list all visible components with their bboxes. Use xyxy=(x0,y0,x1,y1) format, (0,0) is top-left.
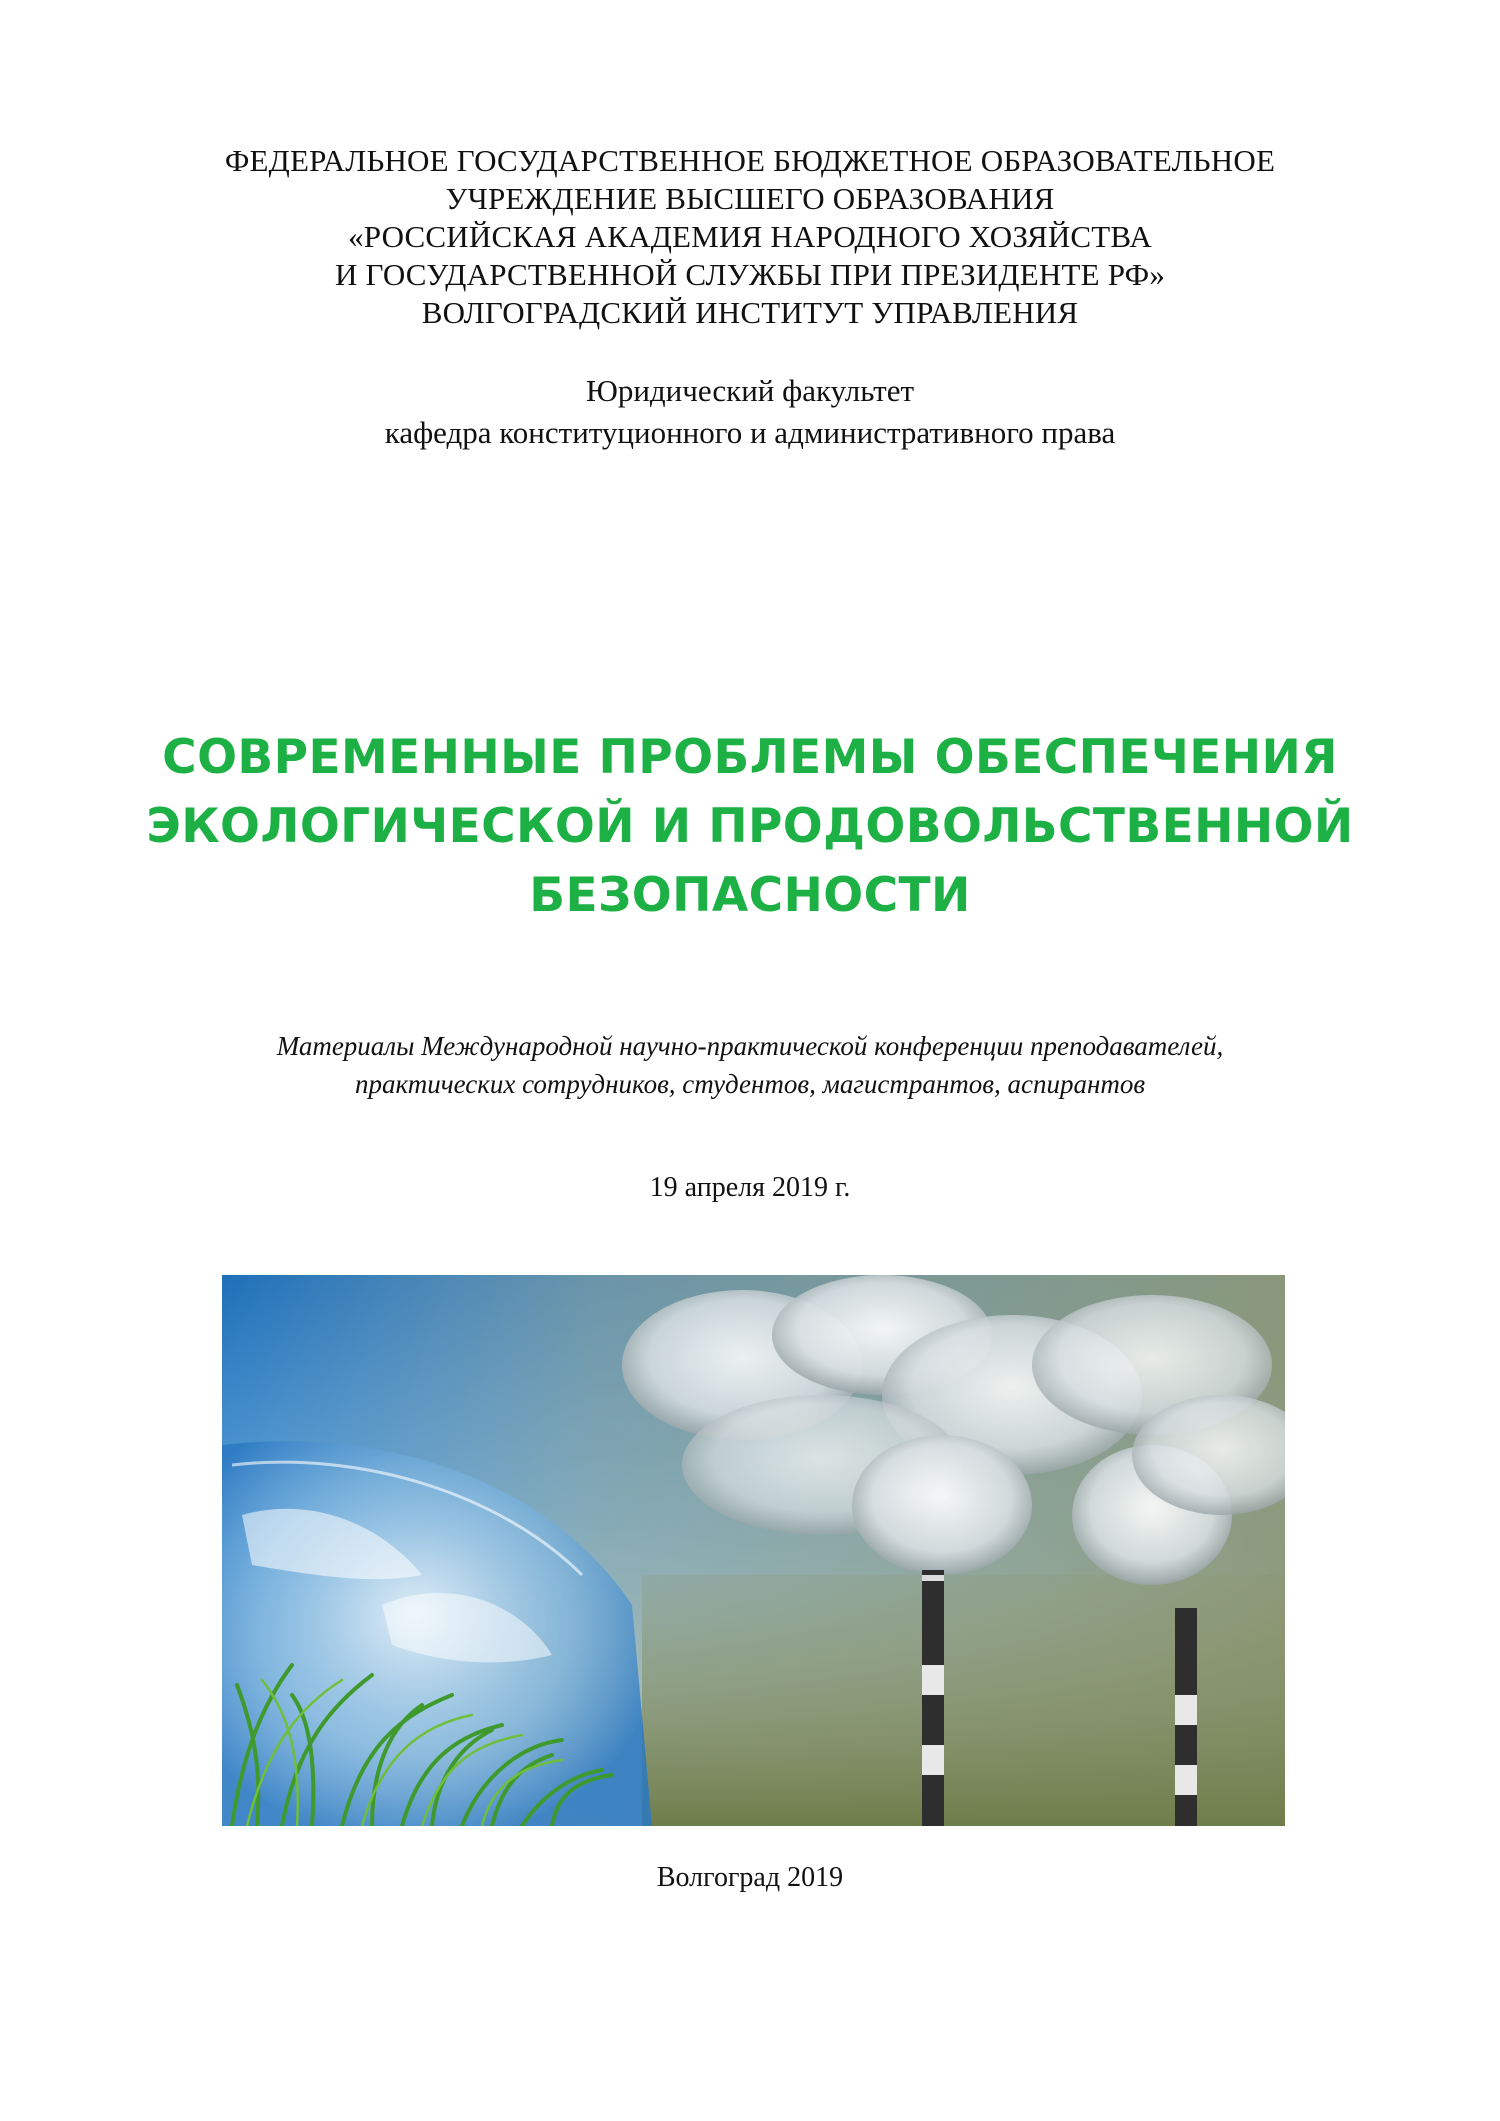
faculty-name: Юридический факультет xyxy=(585,373,915,408)
organization-line: УЧРЕЖДЕНИЕ ВЫСШЕГО ОБРАЗОВАНИЯ xyxy=(445,181,1055,216)
title-line: СОВРЕМЕННЫЕ ПРОБЛЕМЫ ОБЕСПЕЧЕНИЯ xyxy=(162,730,1338,785)
department-name: кафедра конституционного и административного права xyxy=(384,415,1116,450)
title-line: БЕЗОПАСНОСТИ xyxy=(529,868,971,923)
subtitle-line: Материалы Международной научно-практической конференции преподавателей, xyxy=(276,1031,1224,1061)
organization-header xyxy=(0,142,1500,332)
organization-line: «РОССИЙСКАЯ АКАДЕМИЯ НАРОДНОГО ХОЗЯЙСТВА xyxy=(348,219,1152,254)
organization-line: ФЕДЕРАЛЬНОЕ ГОСУДАРСТВЕННОЕ БЮДЖЕТНОЕ ОБРАЗОВАТЕЛЬНОЕ xyxy=(224,143,1276,178)
document-title xyxy=(0,723,1500,930)
conference-date: 19 апреля 2019 г. xyxy=(649,1172,851,1203)
faculty-block xyxy=(0,370,1500,454)
subtitle-line: практических сотрудников, студентов, магистрантов, аспирантов xyxy=(354,1069,1146,1099)
organization-line: И ГОСУДАРСТВЕННОЙ СЛУЖБЫ ПРИ ПРЕЗИДЕНТЕ РФ» xyxy=(334,257,1166,292)
city-year: Волгоград 2019 xyxy=(656,1862,844,1893)
organization-line: ВОЛГОГРАДСКИЙ ИНСТИТУТ УПРАВЛЕНИЯ xyxy=(421,295,1079,330)
cover-illustration xyxy=(222,1275,1285,1826)
conference-subtitle xyxy=(0,1027,1500,1103)
title-line: ЭКОЛОГИЧЕСКОЙ И ПРОДОВОЛЬСТВЕННОЙ xyxy=(146,799,1354,854)
